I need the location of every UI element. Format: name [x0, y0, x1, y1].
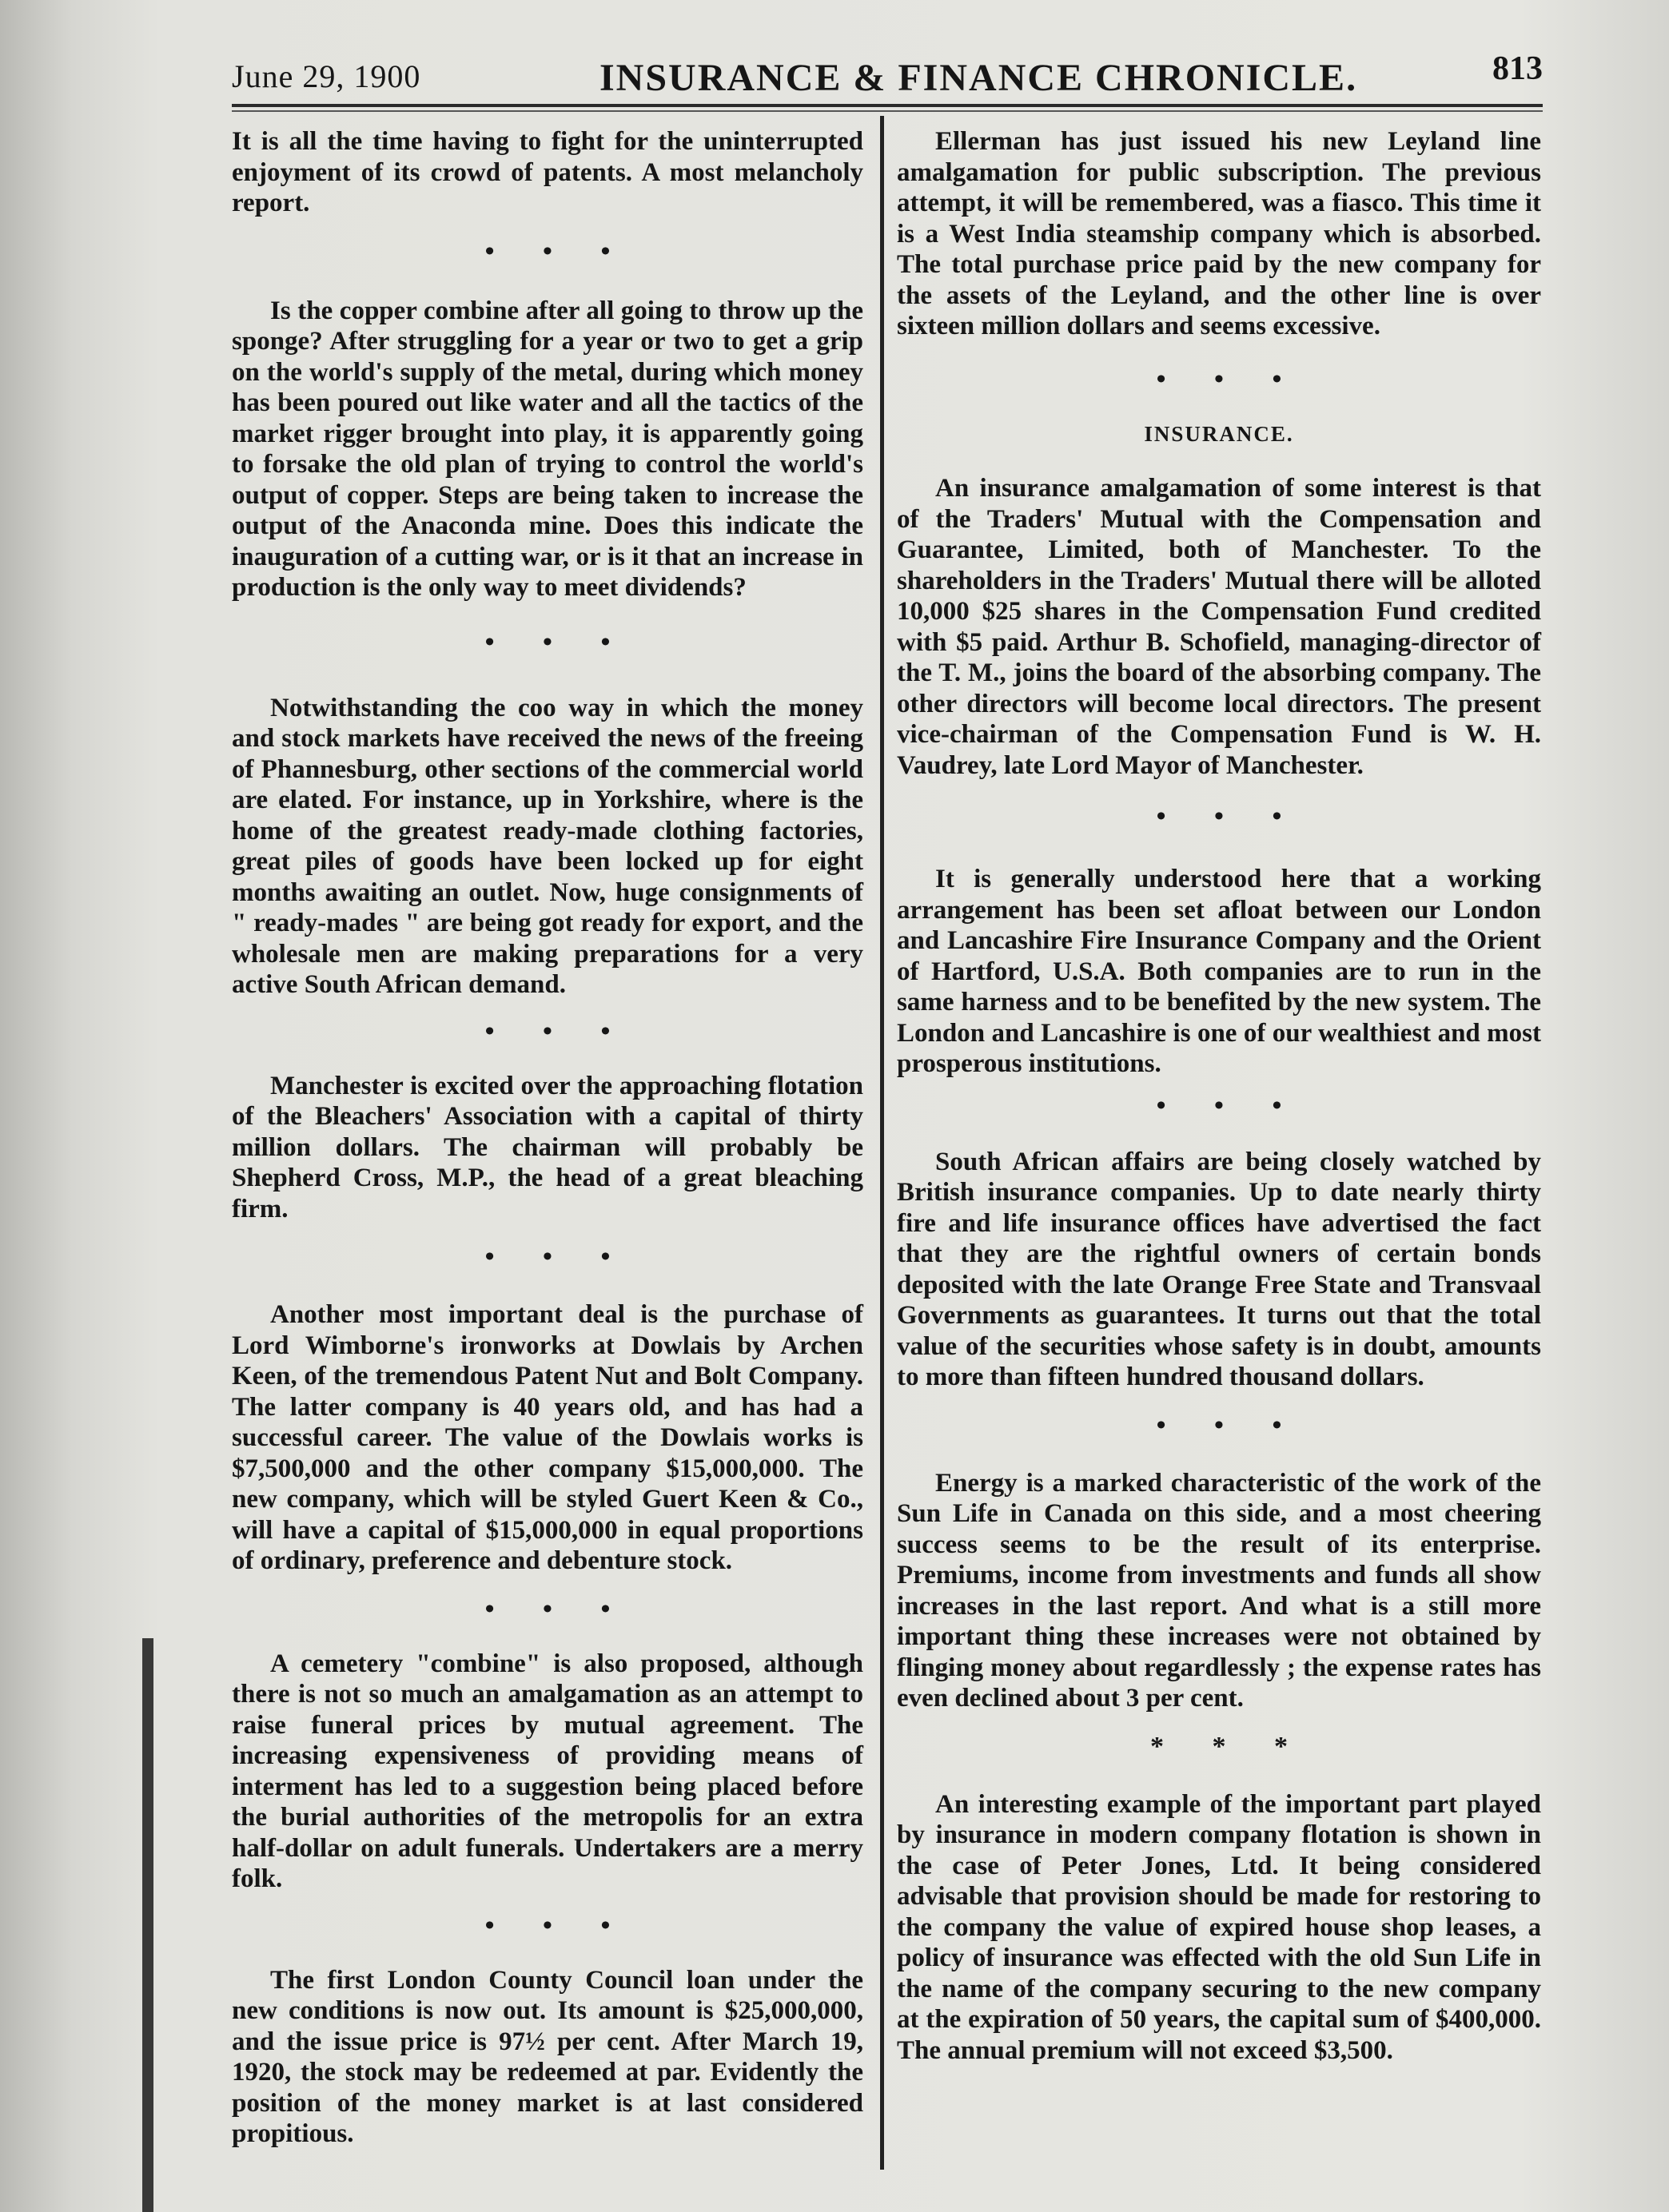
separator-dots: • • •	[1156, 1090, 1303, 1120]
separator-dots: • • •	[1156, 802, 1303, 831]
paragraph-cemetery: A cemetery "combine" is also proposed, although there is not so much an amalgamation as an attempt to raise funeral prices by mutual agreement. The increasing expensiveness of providing means of interment has led to a suggestion being placed before the burial authorities of the metropolis for an extra half-dollar on adult funerals. Undertakers are a merry folk.	[232, 1649, 863, 1893]
separator-dots: • • •	[484, 236, 631, 266]
paragraph-south-african: South African affairs are being closely watched by British insurance companies. Up to date nearly thirty fire and life insurance offices have advertised the fact that they are the rightful owners of certain bonds deposited with the late Orange Free State and Transvaal Governments as guarantees. It turns out that the total value of the securities whose safety is in doubt, amounts to more than fifteen hundred thousand dollars.	[897, 1147, 1541, 1391]
page-number: 813	[1492, 50, 1543, 87]
paragraph-dowlais: Another most important deal is the purchase of Lord Wimborne's ironworks at Dowlais by Archen Keen, of the tremendous Patent Nut and Bolt Company. The latter company is 40 years old, and has had a successful career. The value of the Dowlais works is $7,500,000 and the other company $15,000,000. The new company, which will be styled Guert Keen & Co., will have a capital of $15,000,000 in equal proportions of ordinary, preference and debenture stock.	[232, 1300, 863, 1575]
separator-dots: • • •	[484, 1593, 631, 1624]
section-heading-insurance: INSURANCE.	[1144, 421, 1294, 446]
paragraph-london-lancashire: It is generally understood here that a working arrangement has been set afloat between our London and Lancashire Fire Insurance Company and the Orient of Hartford, U.S.A. Both companies are to run in the same harness and to be benefited by the new system. The London and Lancashire is one of our wealthiest and most prosperous institutions.	[897, 865, 1541, 1078]
publication-title: INSURANCE & FINANCE CHRONICLE.	[599, 57, 1358, 99]
separator-asterisks: * * *	[1150, 1731, 1309, 1761]
paragraph-copper-combine: Is the copper combine after all going to throw up the sponge? After struggling for a year or two to get a grip on the world's supply of the metal, during which money has been poured out like water and all the tactics of the market rigger brought into play, it is apparently going to forsake the old plan of trying to control the world's output of copper. Steps are being taken to increase the output of the Anaconda mine. Does this indicate the inauguration of a cutting war, or is it that an increase in production is the only way to meet dividends?	[232, 296, 863, 602]
separator-dots: • • •	[484, 1242, 631, 1271]
header-rule-thin	[232, 110, 1543, 112]
paragraph-bleachers: Manchester is excited over the approaching flotation of the Bleachers' Association with a capital of thirty million dollars. The chairman will probably be Shepherd Cross, M.P., the head of a great bleaching firm.	[232, 1071, 863, 1223]
paragraph-sun-life: Energy is a marked characteristic of the work of the Sun Life in Canada on this side, and a most cheering success seems to be the result of its enterprise. Premiums, income from investments and funds all show increases in the last report. And what is a still more important thing these increases were not obtained by flinging money about regardlessly ; the expense rates has even declined about 3 per cent.	[897, 1468, 1541, 1713]
paragraph-patents: It is all the time having to fight for the uninterrupted enjoyment of its crowd of patents. A most melancholy report.	[232, 127, 863, 217]
paragraph-traders-mutual: An insurance amalgamation of some interest is that of the Traders' Mutual with the Compensation and Guarantee, Limited, both of Manchester. To the shareholders in the Traders' Mutual there will be alloted 10,000 $25 shares in the Compensation Fund credited with $5 paid. Arthur B. Schofield, managing-director of the T. M., joins the board of the absorbing company. The other directors will become local directors. The present vice-chairman of the Compensation Fund is W. H. Vaudrey, late Lord Mayor of Manchester.	[897, 474, 1541, 780]
right-column	[897, 126, 1541, 2066]
paragraph-ready-mades: Notwithstanding the coo way in which the money and stock markets have received the news of the freeing of Phannesburg, other sections of the commercial world are elated. For instance, up in Yorkshire, where is the home of the greatest ready-made clothing factories, great piles of goods have been locked up for eight months awaiting an outlet. Now, huge consignments of " ready-mades " are being got ready for export, and the wholesale men are making preparations for a very active South African demand.	[232, 693, 863, 999]
column-divider	[880, 116, 884, 2170]
separator-dots: • • •	[484, 1910, 631, 1940]
separator-dots: • • •	[484, 627, 631, 657]
separator-dots: • • •	[1156, 1410, 1303, 1440]
paragraph-county-loan: The first London County Council loan under the new conditions is now out. Its amount is $25,000,000, and the issue price is 97½ per cent. After March 19, 1920, the stock may be redeemed at par. Evidently the position of the money market is at last considered propitious.	[232, 1965, 863, 2148]
separator-dots: • • •	[1156, 364, 1303, 394]
paragraph-peter-jones: An interesting example of the important part played by insurance in modern company flotation is shown in the case of Peter Jones, Ltd. It being considered advisable that provision should be made for restoring to the company the value of expired house shop leases, a policy of insurance was effected with the old Sun Life in the name of the company securing to the new company at the expiration of 50 years, the capital sum of $400,000. The annual premium will not exceed $3,500.	[897, 1789, 1541, 2065]
left-column	[232, 126, 863, 2150]
issue-date: June 29, 1900	[232, 58, 421, 94]
binding-shadow	[142, 1638, 153, 2212]
paragraph-leyland: Ellerman has just issued his new Leyland line amalgamation for public subscription. The previous attempt, it will be remembered, was a fiasco. This time it is a West India steamship company which is absorbed. The total purchase price paid by the new company for the assets of the Leyland, and the other line is over sixteen million dollars and seems excessive.	[897, 127, 1541, 340]
header-rule	[232, 104, 1543, 107]
separator-dots: • • •	[484, 1016, 631, 1046]
